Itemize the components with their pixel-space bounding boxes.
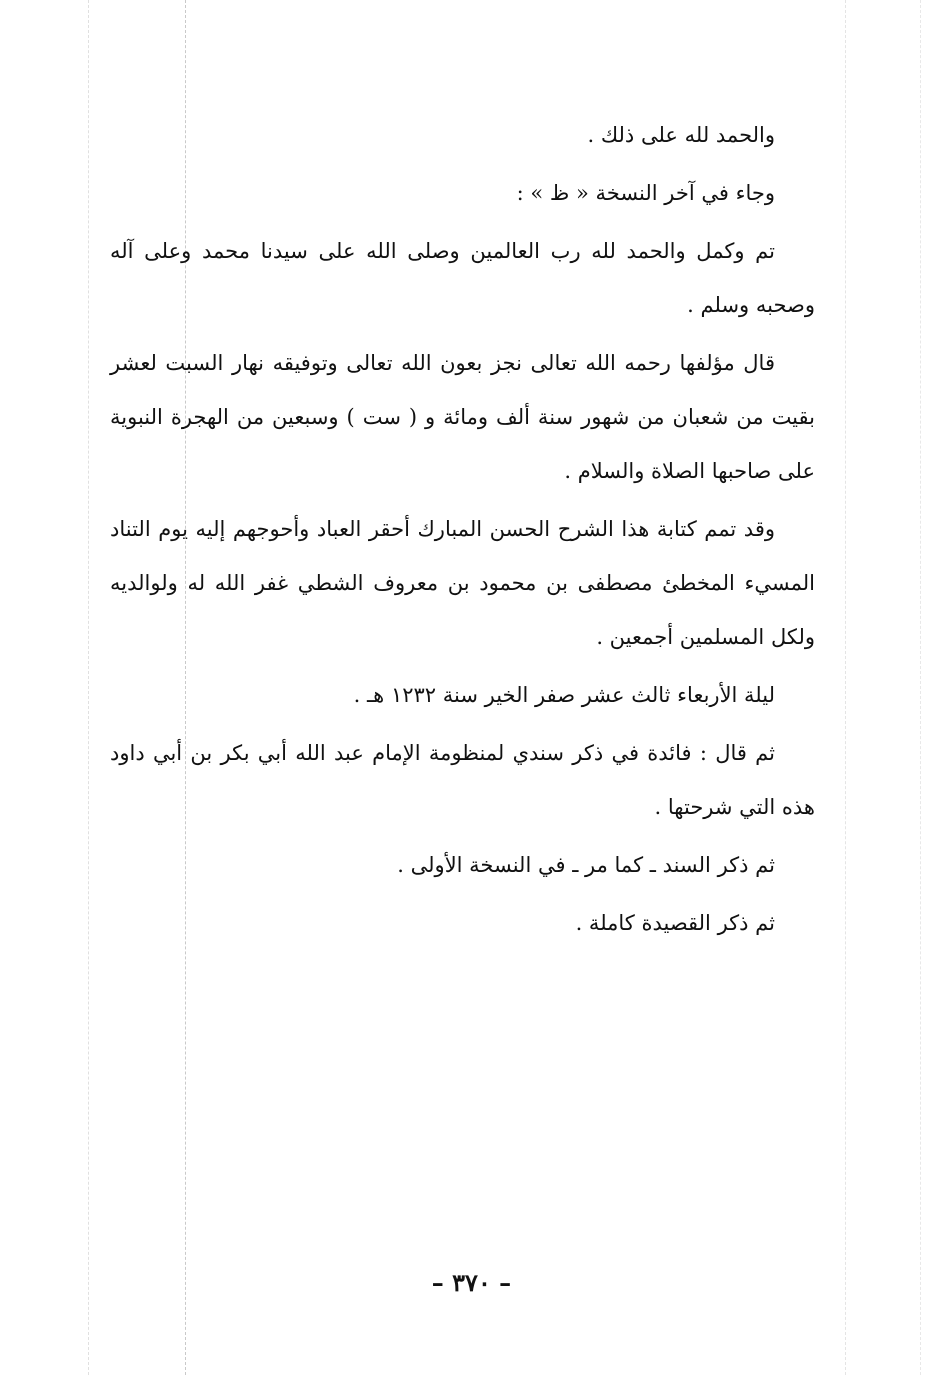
- scan-artifact-line: [88, 0, 89, 1375]
- paragraph-poem: ثم ذكر القصيدة كاملة .: [575, 911, 775, 935]
- scan-artifact-line: [920, 0, 921, 1375]
- paragraph-completion: تم وكمل والحمد لله رب العالمين وصلى الله على سيدنا محمد وعلى آله وصحبه وسلم .: [110, 239, 815, 317]
- paragraph-scribe-note: وقد تمم كتابة هذا الشرح الحسن المبارك أحقر العباد وأحوجهم إليه يوم التناد المسيء المخطئ مصطفى بن محمود بن معروف الشطي غفر الله له ولوالديه ولكل المسلمين أجمعين .: [110, 517, 815, 649]
- paragraph-praise: والحمد لله على ذلك .: [587, 123, 775, 147]
- paragraph-author-note: قال مؤلفها رحمه الله تعالى نجز بعون الله تعالى وتوفيقه نهار السبت لعشر بقيت من شعبان من شهور سنة ألف ومائة و ( ست ) وسبعين من الهجرة النبوية على صاحبها الصلاة والسلام .: [110, 351, 815, 483]
- paragraph-date: ليلة الأربعاء ثالث عشر صفر الخير سنة ١٢٣٢ هـ .: [353, 683, 775, 707]
- paragraph-chain-intro: ثم قال : فائدة في ذكر سندي لمنظومة الإمام عبد الله أبي بكر بن أبي داود هذه التي شرحتها .: [110, 741, 815, 819]
- scan-artifact-line: [845, 0, 846, 1375]
- main-text: [110, 108, 815, 950]
- page-number: – ٣٧٠ –: [431, 1268, 512, 1297]
- paragraph-copy-note: وجاء في آخر النسخة « ظ » :: [516, 181, 775, 205]
- paragraph-chain: ثم ذكر السند ـ كما مر ـ في النسخة الأولى .: [397, 853, 775, 877]
